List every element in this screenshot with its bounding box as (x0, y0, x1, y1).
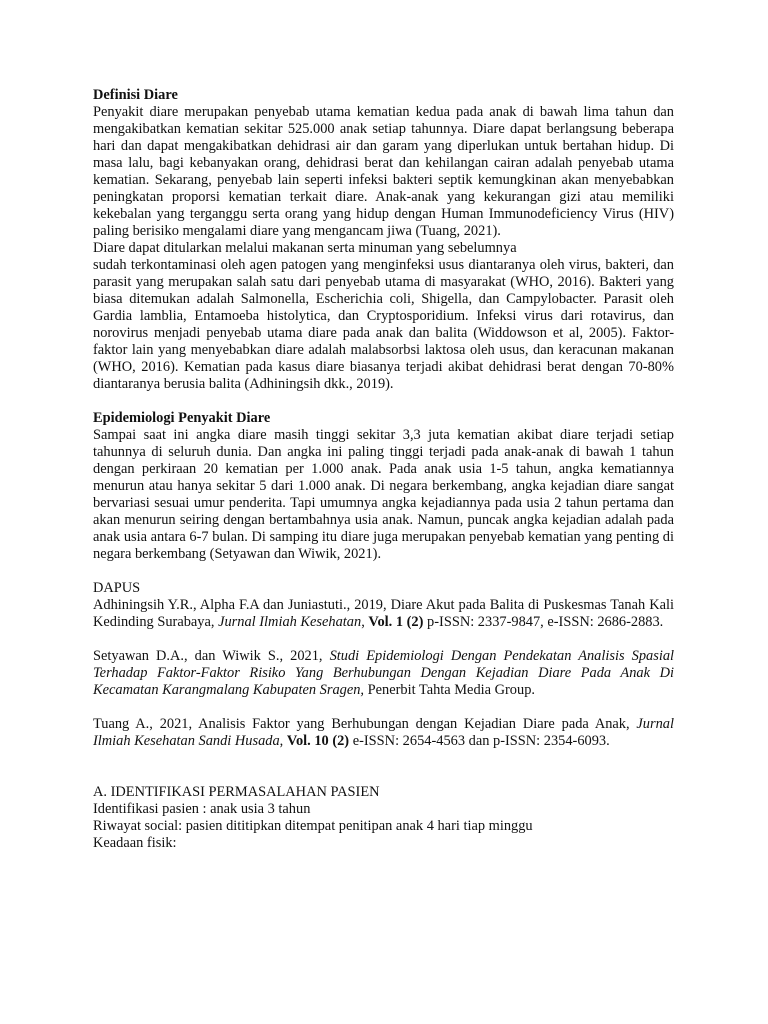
paragraph-epidemiologi: Sampai saat ini angka diare masih tinggi sekitar 3,3 juta kematian akibat diare terjadi setiap tahunnya di seluruh dunia. Dan angka ini paling tinggi terjadi pada anak-anak di bawah 1 tahun dengan perkiraan 20 kematian per 1.000 anak. Pada anak usia 1-5 tahun, angka kematiannya menurun atau hanya sekitar 5 dari 1.000 anak. Di negara berkembang, angka kejadian diare sangat bervariasi sesuai umur penderita. Tapi umumnya angka kejadiannya pada usia 2 tahun pertama dan akan menurun seiring dengan bertambahnya usia anak. Namun, puncak angka kejadian adalah pada anak usia antara 6-7 bulan. Di samping itu diare juga merupakan penyebab kematian yang penting di negara berkembang (Setyawan dan Wiwik, 2021). (93, 427, 674, 562)
ref-journal: Jurnal Ilmiah Kesehatan (218, 614, 362, 630)
ref-volume: Vol. 10 (2) (286, 733, 350, 749)
spacer (93, 631, 674, 648)
ref-sep: , (361, 614, 369, 630)
reference-setyawan (93, 648, 674, 699)
spacer (93, 750, 674, 784)
spacer (93, 393, 674, 410)
ref-text: e-ISSN: 2654-4563 dan p-ISSN: 2354-6093. (349, 733, 610, 749)
spacer (93, 699, 674, 716)
ref-sep: , (279, 733, 287, 749)
patient-identification: Identifikasi pasien : anak usia 3 tahun (93, 801, 311, 817)
ref-text: Penerbit Tahta Media Group. (364, 682, 535, 698)
physical-condition: Keadaan fisik: (93, 835, 177, 851)
reference-tuang (93, 716, 674, 750)
document-body (93, 87, 674, 852)
spacer (93, 563, 674, 580)
section-heading-epidemiologi: Epidemiologi Penyakit Diare (93, 410, 271, 426)
paragraph-definisi-2: sudah terkontaminasi oleh agen patogen yang menginfeksi usus diantaranya oleh virus, bakteri, dan parasit yang merupakan salah satu dari penyebab utama di masyarakat (WHO, 2016). Bakteri yang biasa ditemukan adalah Salmonella, Escherichia coli, Shigella, dan Campylobacter. Parasit oleh Gardia lamblia, Entamoeba histolytica, dan Cryptosporidium. Infeksi virus dari rotavirus, dan norovirus menjadi penyebab utama diare pada anak dan balita (Widdowson et al, 2005). Faktor-faktor lain yang menyebabkan diare adalah malabsorbsi laktosa oleh usus, dan keracunan makanan (WHO, 2016). Kematian pada kasus diare biasanya terjadi akibat dehidrasi berat dengan 70-80% diantaranya berusia balita (Adhiningsih dkk., 2019). (93, 257, 674, 392)
section-heading-definisi: Definisi Diare (93, 87, 178, 103)
ref-journal: Jurnal Ilmiah Kesehatan Sandi Husada (93, 716, 674, 749)
section-heading-identifikasi: A. IDENTIFIKASI PERMASALAHAN PASIEN (93, 784, 380, 800)
ref-text: p-ISSN: 2337-9847, e-ISSN: 2686-2883. (423, 614, 664, 630)
social-history: Riwayat social: pasien dititipkan ditempat penitipan anak 4 hari tiap minggu (93, 818, 533, 834)
ref-title: Studi Epidemiologi Dengan Pendekatan Analisis Spasial Terhadap Faktor-Faktor Risiko Yang Berhubungan Dengan Kejadian Diare Pada Anak Di Kecamatan Karangmalang Kabupaten Sragen, (93, 648, 675, 698)
section-heading-dapus: DAPUS (93, 580, 141, 596)
paragraph-definisi-1: Penyakit diare merupakan penyebab utama kematian kedua pada anak di bawah lima tahun dan mengakibatkan kematian sekitar 525.000 anak setiap tahunnya. Diare dapat berlangsung beberapa hari dan dapat mengakibatkan dehidrasi air dan garam yang diperlukan untuk bertahan hidup. Di masa lalu, bagi kebanyakan orang, dehidrasi berat dan kehilangan cairan adalah penyebab utama kematian. Sekarang, penyebab lain seperti infeksi bakteri septik kemungkinan akan menyebabkan peningkatan proporsi kematian terkait diare. Anak-anak yang kekurangan gizi atau memiliki kekebalan yang terganggu serta orang yang hidup dengan Human Immunodeficiency Virus (HIV) paling berisiko mengalami diare yang mengancam jiwa (Tuang, 2021). (93, 104, 674, 239)
paragraph-definisi-line: Diare dapat ditularkan melalui makanan serta minuman yang sebelumnya (93, 240, 517, 256)
ref-text: Tuang A., 2021, Analisis Faktor yang Berhubungan dengan Kejadian Diare pada Anak, (93, 716, 637, 732)
ref-text: Setyawan D.A., dan Wiwik S., 2021, (93, 648, 330, 664)
ref-volume: Vol. 1 (2) (368, 614, 424, 630)
reference-adhiningsih (93, 597, 674, 631)
ref-text: Adhiningsih Y.R., Alpha F.A dan Juniastuti., 2019, Diare Akut pada Balita di Puskesmas Tanah Kali Kedinding Surabaya, (93, 597, 674, 630)
